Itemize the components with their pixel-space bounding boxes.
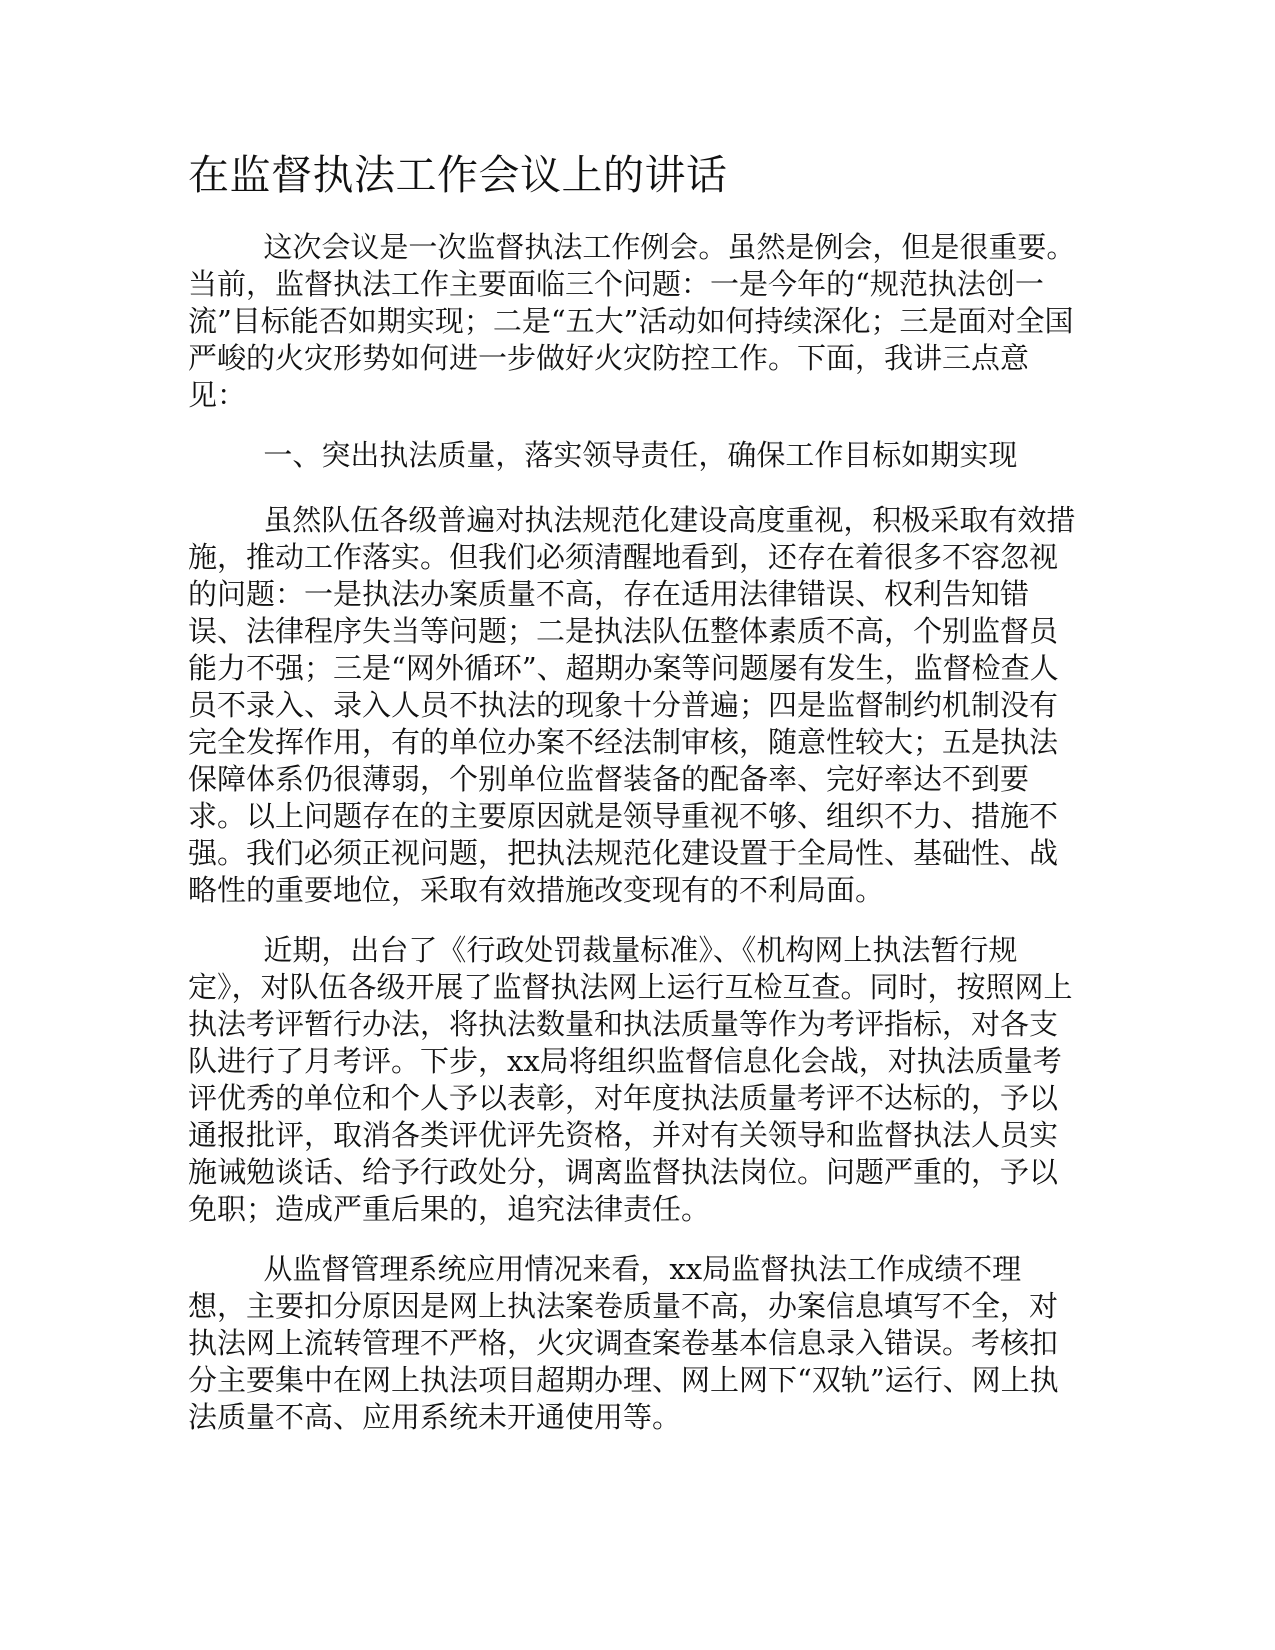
paragraph-intro: 这次会议是一次监督执法工作例会。虽然是例会，但是很重要。当前，监督执法工作主要面临三个问题：一是今年的“规范执法创一流”目标能否如期实现；二是“五大”活动如何持续深化；三是面对全国严峻的火灾形势如何进一步做好火灾防控工作。下面，我讲三点意见： [188, 230, 1076, 413]
document-title: 在监督执法工作会议上的讲话 [188, 151, 728, 199]
paragraph-system-usage: 从监督管理系统应用情况来看，xx局监督执法工作成绩不理想，主要扣分原因是网上执法案卷质量不高，办案信息填写不全，对执法网上流转管理不严格，火灾调查案卷基本信息录入错误。考核扣分主要集中在网上执法项目超期办理、网上网下“双轨”运行、网上执法质量不高、应用系统未开通使用等。 [188, 1252, 1059, 1435]
paragraph-problems: 虽然队伍各级普遍对执法规范化建设高度重视，积极采取有效措施，推动工作落实。但我们必须清醒地看到，还存在着很多不容忽视的问题：一是执法办案质量不高，存在适用法律错误、权利告知错误、法律程序失当等问题；二是执法队伍整体素质不高，个别监督员能力不强；三是“网外循环”、超期办案等问题屡有发生，监督检查人员不录入、录入人员不执法的现象十分普遍；四是监督制约机制没有完全发挥作用，有的单位办案不经法制审核，随意性较大；五是执法保障体系仍很薄弱，个别单位监督装备的配备率、完好率达不到要求。以上问题存在的主要原因就是领导重视不够、组织不力、措施不强。我们必须正视问题，把执法规范化建设置于全局性、基础性、战略性的重要地位，采取有效措施改变现有的不利局面。 [188, 503, 1076, 908]
document-page [188, 150, 1076, 1459]
paragraph-regulations: 近期，出台了《行政处罚裁量标准》、《机构网上执法暂行规定》，对队伍各级开展了监督执法网上运行互检互查。同时，按照网上执法考评暂行办法，将执法数量和执法质量等作为考评指标，对各支队进行了月考评。下步，xx局将组织监督信息化会战，对执法质量考评优秀的单位和个人予以表彰，对年度执法质量考评不达标的，予以通报批评，取消各类评优评先资格，并对有关领导和监督执法人员实施诫勉谈话、给予行政处分，调离监督执法岗位。问题严重的，予以免职；造成严重后果的，追究法律责任。 [188, 933, 1073, 1227]
section-heading-1: 一、突出执法质量，落实领导责任，确保工作目标如期实现 [263, 438, 1018, 473]
